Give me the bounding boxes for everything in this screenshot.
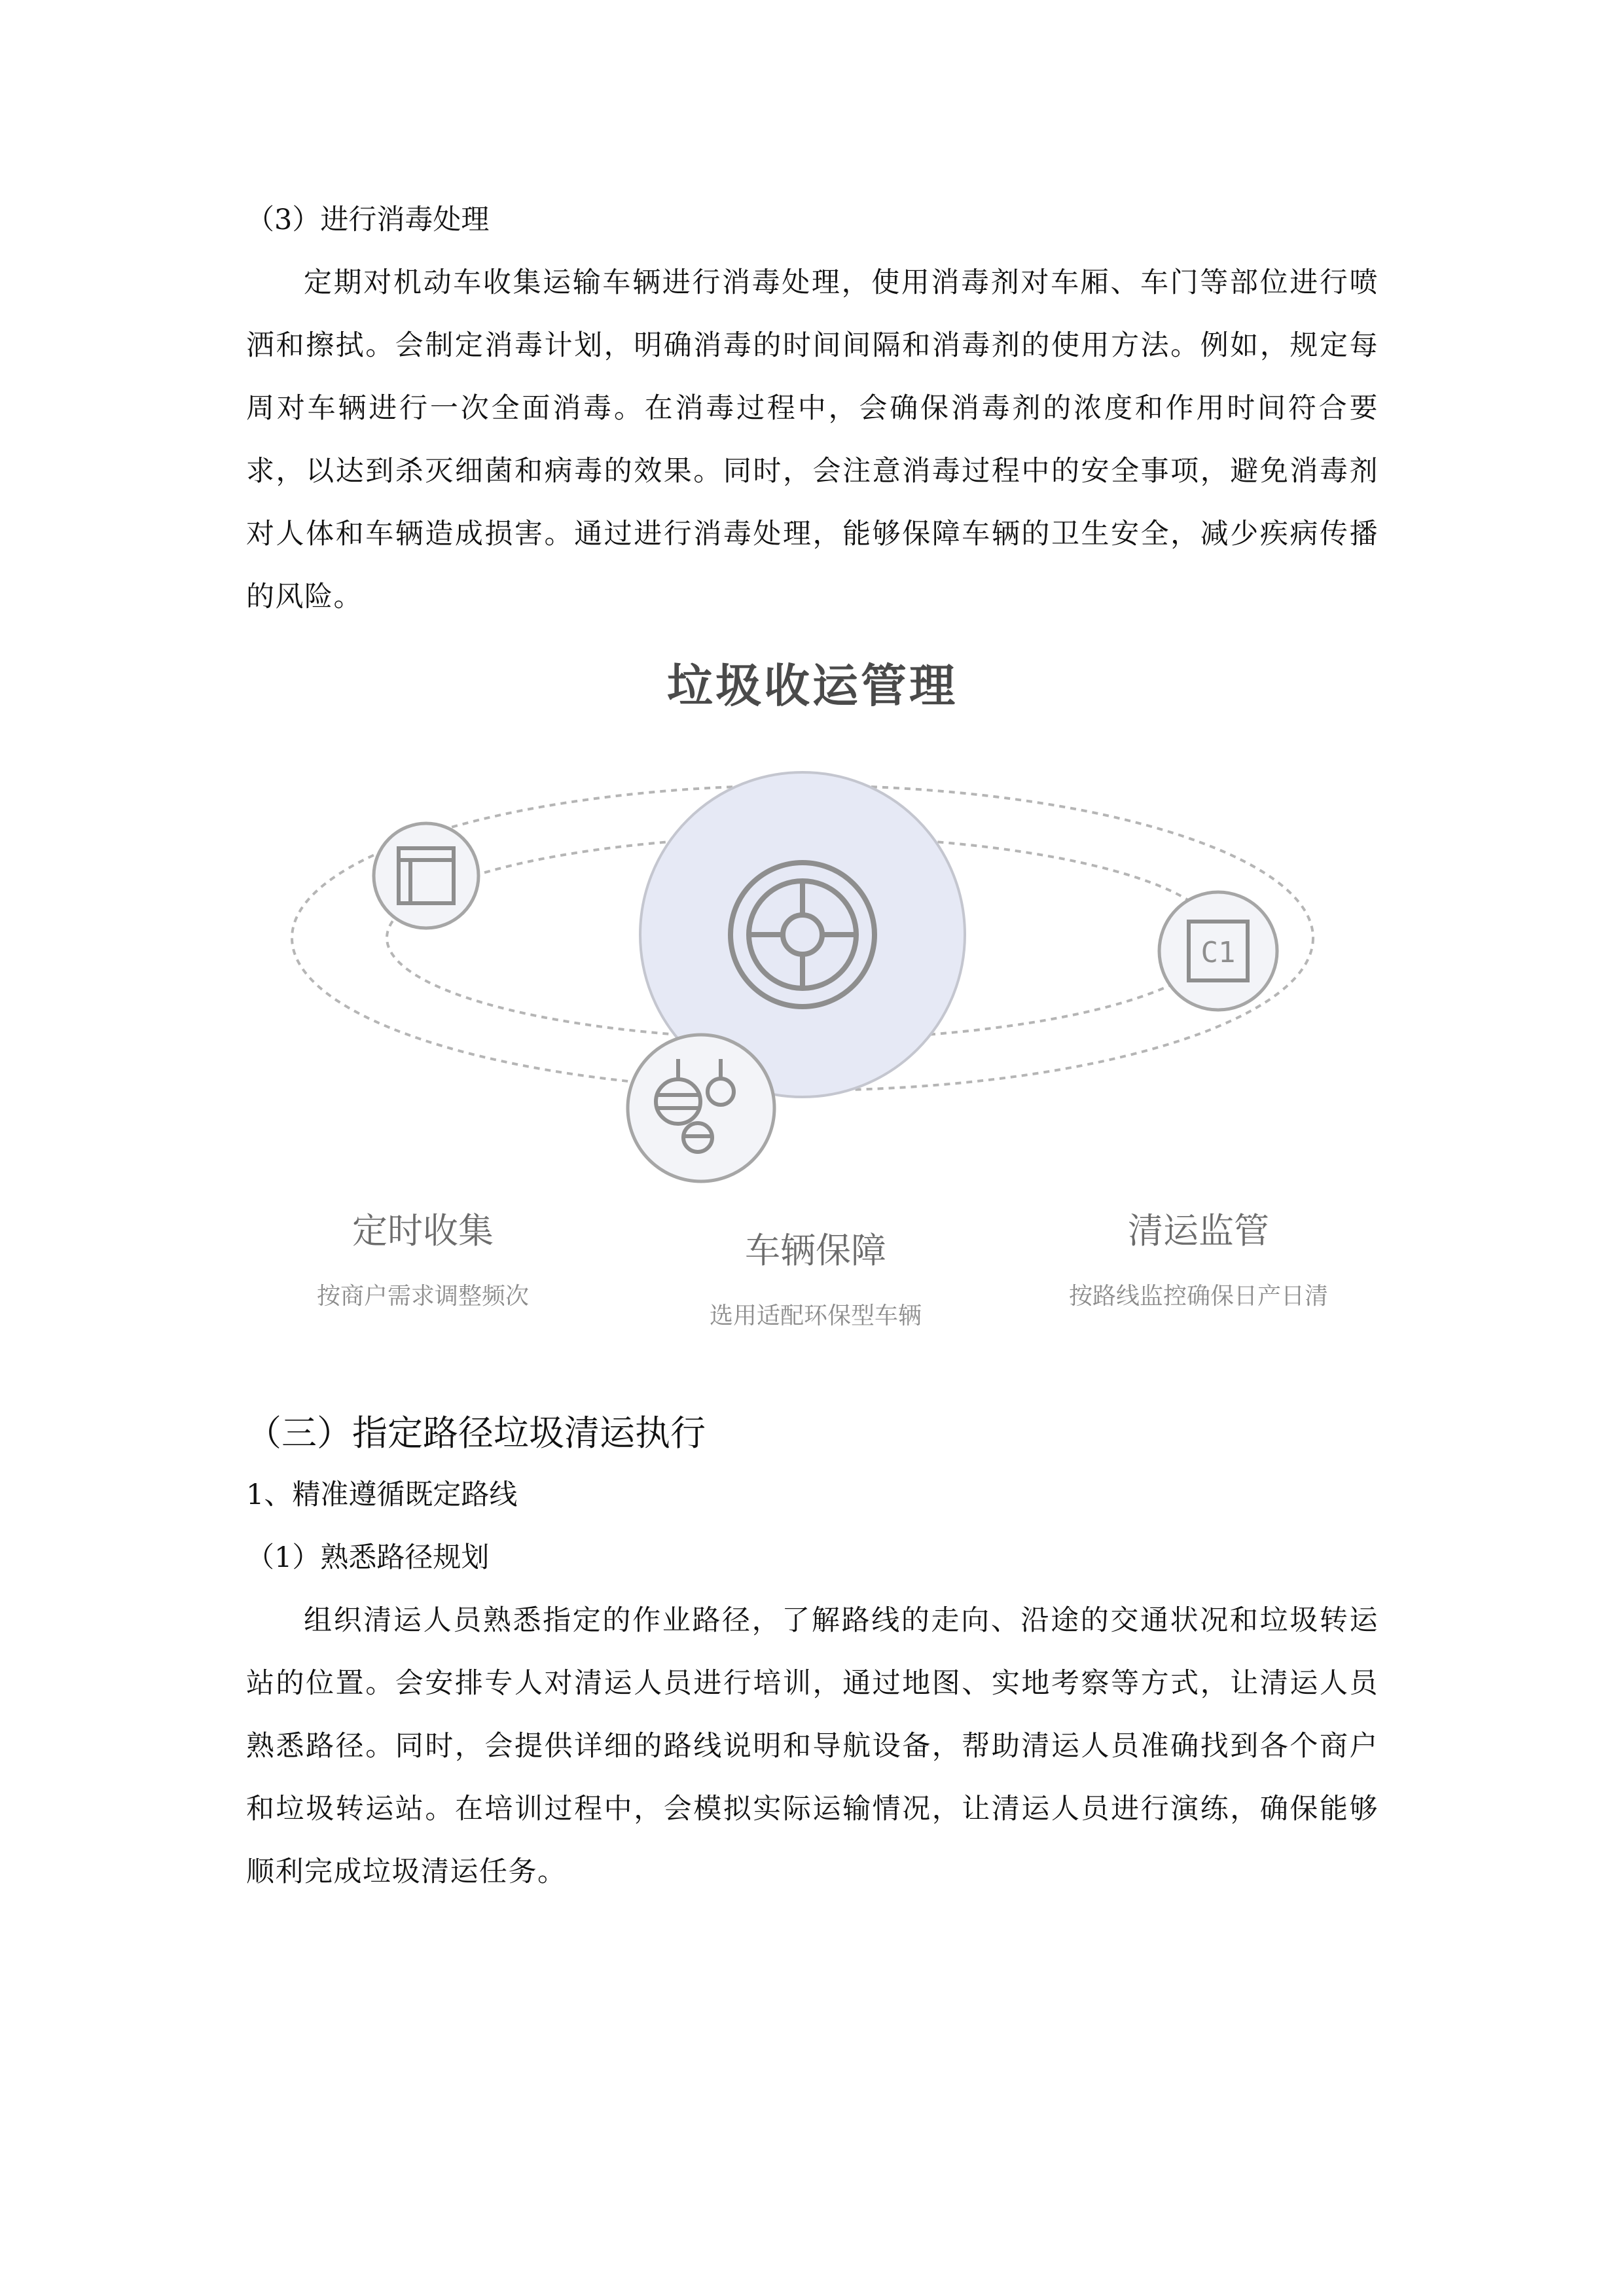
section-three-title: （三）指定路径垃圾清运执行 — [246, 1412, 706, 1454]
label-vehicle-guarantee — [652, 1223, 979, 1333]
label-timed-collection-title: 定时收集 — [352, 1210, 494, 1251]
node-left-circle — [374, 823, 478, 928]
label-cleanup-supervision-sub: 按路线监控确保日产日清 — [1068, 1283, 1328, 1310]
infographic-title: 垃圾收运管理 — [667, 659, 958, 713]
label-vehicle-guarantee-title: 车辆保障 — [745, 1230, 886, 1271]
disinfect-heading: （3）进行消毒处理 — [246, 204, 490, 236]
label-cleanup-supervision-title: 清运监管 — [1128, 1210, 1269, 1251]
familiar-paragraph: 组织清运人员熟悉指定的作业路径，了解路线的走向、沿途的交通状况和垃圾转运站的位置。会安排专人对清运人员进行培训，通过地图、实地考察等方式，让清运人员熟悉路径。同时，会提供详细的路线说明和导航设备，帮助清运人员准确找到各个商户和垃圾转运站。在培训过程中，会模拟实际运输情况，让清运人员进行演练，确保能够顺利完成垃圾清运任务。 — [246, 1604, 1379, 1888]
label-cleanup-supervision — [1038, 1203, 1359, 1314]
label-vehicle-guarantee-sub: 选用适配环保型车辆 — [709, 1302, 922, 1329]
document-c1-badge: C1 — [1200, 936, 1236, 969]
label-timed-collection-sub: 按商户需求调整频次 — [316, 1283, 529, 1310]
item-one-heading: 1、精准遵循既定路线 — [246, 1479, 518, 1511]
garbage-management-infographic — [246, 634, 1379, 1373]
label-timed-collection — [259, 1203, 586, 1314]
familiar-heading: （1）熟悉路径规划 — [246, 1541, 490, 1574]
disinfect-paragraph: 定期对机动车收集运输车辆进行消毒处理，使用消毒剂对车厢、车门等部位进行喷洒和擦拭。会制定消毒计划，明确消毒的时间间隔和消毒剂的使用方法。例如，规定每周对车辆进行一次全面消毒。在消毒过程中，会确保消毒剂的浓度和作用时间符合要求，以达到杀灭细菌和病毒的效果。同时，会注意消毒过程中的安全事项，避免消毒剂对人体和车辆造成损害。通过进行消毒处理，能够保障车辆的卫生安全，减少疾病传播的风险。 — [246, 266, 1379, 613]
